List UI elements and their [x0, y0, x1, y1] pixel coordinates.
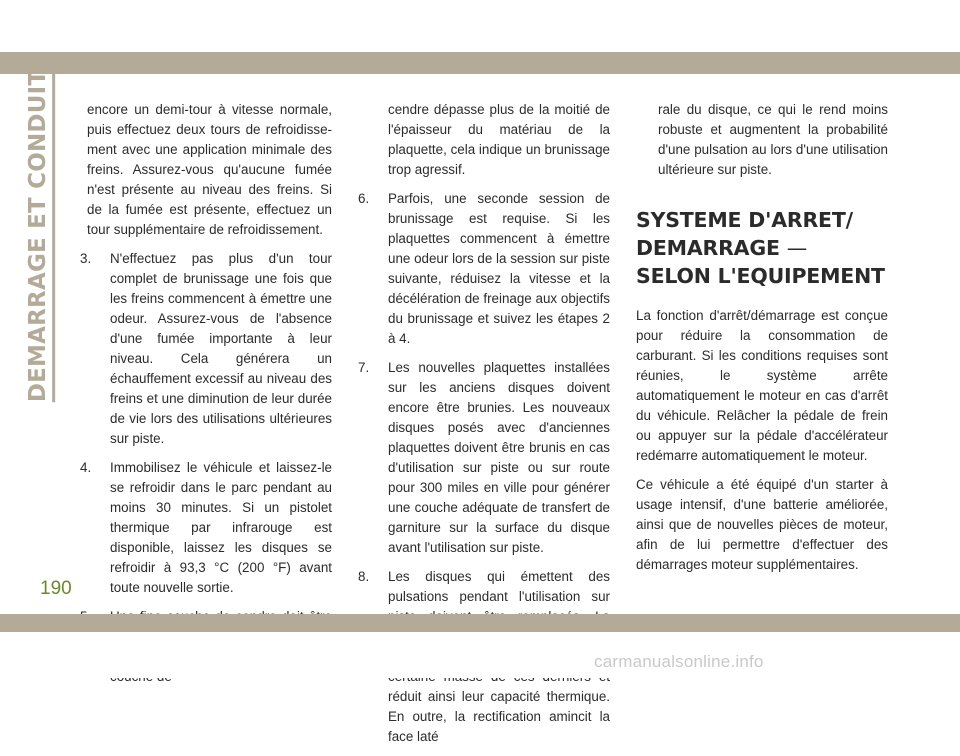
footer-bar — [0, 614, 960, 632]
list-item-number: 4. — [80, 460, 92, 475]
list-item — [80, 458, 332, 598]
list-item — [358, 189, 610, 349]
paragraph: encore un demi-tour à vitesse normale, puis effectuez deux tours de refroidissement avec une application minimale des freins. Assurez-vous qu'aucune fumée n'est présente au niveau des freins. Si de la fumée est présente, effectuez un tour supplémentaire de refroidissement. — [87, 102, 332, 237]
page-bottom-margin — [0, 632, 960, 678]
paragraph: La fonction d'arrêt/démarrage est conçue pour réduire la consommation de carburant. Si les conditions requises sont réunies, le système arrête automatiquement le moteur en cas d'arrêt du véhicule. Relâcher la pédale de frein ou appuyer sur la pédale d'accélérateur redémarre automatiquement le moteur. — [636, 308, 888, 463]
list-item-number: 6. — [358, 191, 370, 206]
paragraph: rale du disque, ce qui le rend moins robuste et augmentent la probabilité d'une pulsation au lors d'une utilisation ultérieure sur piste. — [658, 102, 888, 177]
paragraph: Ce véhicule a été équipé d'un starter à usage intensif, d'une batterie améliorée, ainsi que de nouvelles pièces de moteur, afin de lui permettre d'effectuer des démarrages moteur supplémentaires. — [636, 477, 888, 572]
section-heading-line: SYSTEME D'ARRET/ — [636, 208, 853, 232]
page-top-margin — [0, 0, 960, 90]
list-item — [80, 249, 332, 449]
page-number: 190 — [40, 578, 72, 599]
section-heading — [636, 206, 888, 290]
text-column-3 — [636, 100, 888, 584]
section-heading-line: SELON L'EQUIPEMENT — [636, 264, 885, 288]
list-item-text: Parfois, une seconde session de brunissage est requise. Si les plaquettes commencent à émettre une odeur lors de la session sur piste suivante, réduisez la vitesse et la décélération de freinage aux objectifs du brunissage et suivez les étapes 2 à 4. — [388, 191, 610, 346]
list-item-number: 7. — [358, 360, 370, 375]
watermark: carmanualsonline.info — [594, 652, 764, 671]
list-item-text: Immobilisez le véhicule et laissez-le se refroidir dans le parc pendant au moins 30 minutes. Si un pistolet thermique par infrarouge est disponible, laissez les disques se refroidir à 93,3 °C (200 °F) avant toute nouvelle sortie. — [110, 460, 332, 595]
list-item-number: 3. — [80, 251, 92, 266]
list-item-text: Les nouvelles plaquettes installées sur les anciens disques doivent encore être brunies. Les nouveaux disques posés avec d'anciennes plaquettes doivent être brunis en cas d'utilisation sur piste ou sur route pour 300 miles en ville pour générer une couche adéquate de transfert de garniture sur la surface du disque avant l'utilisation sur piste. — [388, 360, 610, 555]
list-item-text: N'effectuez pas plus d'un tour complet de brunissage une fois que les freins commencent à émettre une odeur. Assurez-vous de l'absence d'une fumée importante à leur niveau. Cela générera un échauffement excessif au niveau des freins et une diminution de leur durée de vie lors des utilisations ultérieures sur piste. — [110, 251, 332, 446]
section-heading-line: DEMARRAGE — — [636, 236, 808, 260]
list-item — [358, 358, 610, 558]
section-side-tab — [25, 53, 56, 403]
section-side-tab-label: DEMARRAGE ET CONDUITE — [27, 54, 55, 402]
list-item-number: 8. — [358, 569, 370, 584]
header-bar — [0, 52, 960, 74]
list-item-text: Les disques qui émettent des pulsations pendant l'utilisation sur réduit ainsi leur capacité thermique. En outre, la rectification amincit la face laté — [388, 569, 610, 744]
paragraph: cendre dépasse plus de la moitié de l'épaisseur du matériau de la plaquette, cela indique un brunissage trop agressif. — [388, 102, 610, 177]
text-column-1 — [80, 100, 332, 696]
